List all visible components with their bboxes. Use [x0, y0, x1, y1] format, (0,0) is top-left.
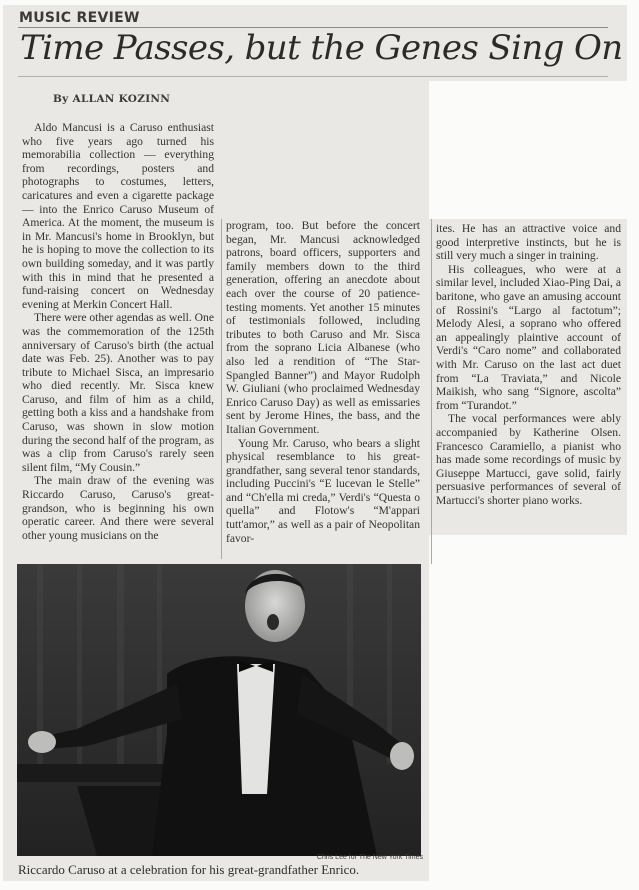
paragraph: His colleagues, who were at a similar level, included Xiao-Ping Dai, a baritone, who gave an amusing account of Rossini's “Largo al factotum”; Melody Alesi, a soprano who offered an appealingly plaintive account of Verdi's “Caro nome” and collaborated with Mr. Caruso on the last act duet from “La Traviata,” and Nicole Maikish, who sang “Signore, ascolta” from “Turandot.”	[436, 262, 621, 412]
paragraph: ites. He has an attractive voice and good interpretive instincts, but he is still very much a singer in training.	[436, 222, 621, 263]
paragraph: The main draw of the evening was Riccardo Caruso, Caruso's great-grandson, who is beginning his own operatic career. And there were several other young musicians on the	[22, 474, 214, 542]
byline: By ALLAN KOZINN	[53, 93, 171, 105]
photo-caption: Riccardo Caruso at a celebration for his great-grandfather Enrico.	[18, 862, 360, 877]
article-column-3	[436, 222, 621, 532]
paragraph: program, too. But before the concert began, Mr. Mancusi acknowledged patrons, board officers, supporters and family members down to the third generation, offering an anecdote about each over the course of 20 patience-testing moments. Yet another 15 minutes of testimonials followed, including tributes to both Caruso and Mr. Sisca from the soprano Licia Albanese (who also led a rendition of “The Star-Spangled Banner”) and Mayor Rudolph W. Giuliani (who proclaimed Wednesday Enrico Caruso Day) as well as emissaries sent by Jerome Hines, the bass, and the Italian Government.	[226, 219, 420, 436]
column-divider	[431, 219, 432, 564]
paragraph: Aldo Mancusi is a Caruso enthusiast who five years ago turned his memorabilia collection — everything from recordings, posters and photographs to costumes, letters, caricatures and even a cigarette package — into the Enrico Caruso Museum of America. At the moment, the museum is in Mr. Mancusi's home in Brooklyn, but he is hoping to move the collection to its own building someday, and it was partly with this in mind that he presented a fund-raising concert on Wednesday evening at Merkin Concert Hall.	[22, 121, 214, 311]
paragraph: There were other agendas as well. One was the commemoration of the 125th anniversary of Caruso's birth (the actual date was Feb. 25). Another was to pay tribute to Michael Sisca, an impresario who died recently. Mr. Sisca knew Caruso, and film of him as a child, getting both a kiss and a handshake from Caruso, was shown in slow motion during the second half of the program, as was a clip from Caruso's rarely seen silent film, “My Cousin.”	[22, 311, 214, 474]
singer-illustration	[17, 564, 421, 856]
performer-photo	[17, 564, 421, 856]
article-column-1	[22, 121, 214, 557]
paragraph: The vocal performances were ably accompanied by Katherine Olsen. Francesco Caramiello, a pianist who has made some recordings of music by Giuseppe Martucci, gave solid, fairly persuasive performances of several of Martucci's shorter piano works.	[436, 412, 621, 507]
article-column-2	[226, 219, 420, 559]
headline: Time Passes, but the Genes Sing On	[20, 28, 623, 68]
section-label: MUSIC REVIEW	[19, 10, 140, 26]
paragraph: Young Mr. Caruso, who bears a slight physical resemblance to his great-grandfather, sang several tenor standards, including Puccini's “E lucevan le Stelle” and “Ch'ella mi creda,” Verdi's “Questa o quella” and Flotow's “M'appari tutt'amor,” as well as a pair of Neopolitan favor-	[226, 436, 420, 545]
headline-rule	[18, 76, 608, 77]
photo-credit: Chris Lee for The New York Times	[316, 854, 423, 861]
column-divider	[221, 219, 222, 559]
